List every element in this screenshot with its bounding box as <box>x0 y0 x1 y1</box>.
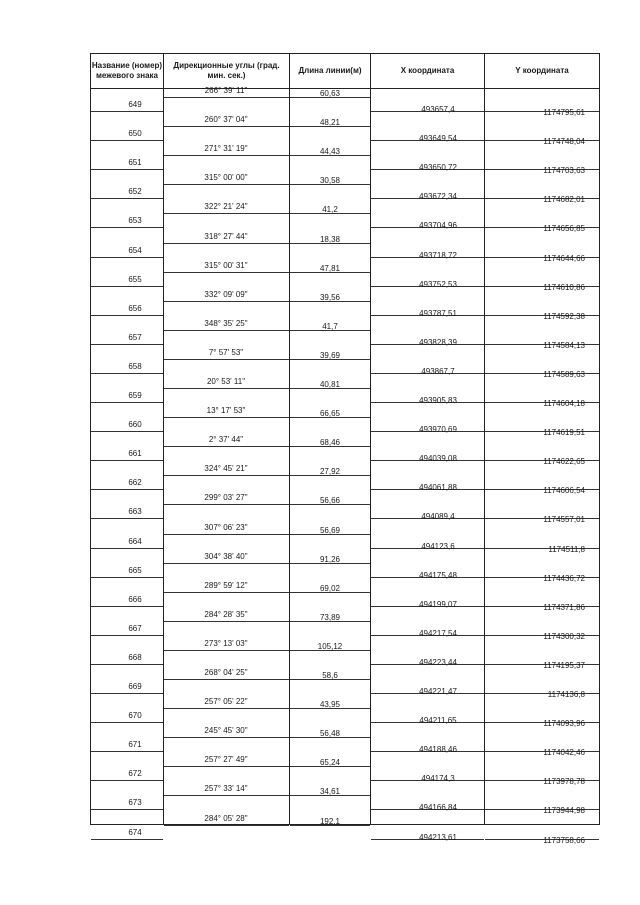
segment-angle: 20° 53' 11" <box>206 377 246 386</box>
marker-row-line <box>91 140 163 141</box>
segment-angle: 315° 00' 31" <box>204 260 248 270</box>
segment-length: 60,63 <box>319 89 341 98</box>
x-coordinate: 494089,4 <box>421 512 455 522</box>
x-coordinate: 494217,54 <box>419 628 457 638</box>
angle-row-line <box>164 592 289 593</box>
segment-angle: 348° 35' 25" <box>204 318 248 328</box>
x-coordinate: 493867,7 <box>421 366 455 376</box>
segment-angle: 318° 27' 44" <box>204 231 248 241</box>
segment-angle: 307° 06' 23" <box>204 522 248 532</box>
angle-row-line <box>164 825 289 826</box>
y-coordinate: 1174589,63 <box>543 369 585 379</box>
angle-row-line <box>164 446 289 447</box>
marker-row-line <box>91 780 163 781</box>
marker-label: 672 <box>128 769 142 779</box>
y-coordinate: 1174436,72 <box>543 573 585 583</box>
marker-label: 665 <box>128 565 142 575</box>
segment-length: 105,12 <box>317 641 343 651</box>
y-coordinate: 1173758,66 <box>543 835 585 845</box>
marker-label: 670 <box>128 711 142 721</box>
angle-row-line <box>164 563 289 564</box>
angle-row-line <box>164 504 289 505</box>
angle-row-line <box>164 243 289 244</box>
marker-label: 664 <box>128 536 142 546</box>
angle-row-line <box>164 126 289 127</box>
segment-length: 58,6 <box>322 671 338 680</box>
segment-length: 34,61 <box>319 787 341 797</box>
marker-label: 656 <box>128 303 142 313</box>
marker-row-line <box>91 693 163 694</box>
x-coordinate: 494199,07 <box>419 599 457 609</box>
segment-length: 192,1 <box>319 816 341 826</box>
angle-row-line <box>164 272 289 273</box>
header-x: X координата <box>400 66 455 75</box>
y-coordinate: 1174584,13 <box>543 340 585 350</box>
angle-row-line <box>164 184 289 185</box>
angle-row-line <box>164 301 289 302</box>
x-coordinate: 493828,39 <box>419 337 457 347</box>
marker-row-line <box>91 373 163 374</box>
segment-length: 44,43 <box>319 147 341 157</box>
header-y: Y координата <box>515 66 569 75</box>
segment-length: 39,56 <box>319 292 341 302</box>
segment-length: 39,69 <box>319 350 341 360</box>
y-coordinate: 1174371,86 <box>543 602 585 612</box>
y-coordinate: 1174644,66 <box>543 253 585 263</box>
header-name: Название (номер) межевого знака <box>91 61 163 80</box>
marker-row-line <box>91 111 163 112</box>
segment-length: 43,95 <box>319 700 341 710</box>
segment-angle: 13° 17' 53" <box>206 406 246 416</box>
y-coordinate: 1174619,51 <box>543 428 585 438</box>
x-coordinate: 494175,48 <box>419 570 457 580</box>
marker-row-line <box>91 839 163 840</box>
marker-label: 663 <box>128 507 142 517</box>
x-coordinate: 493787,51 <box>419 308 457 318</box>
y-coordinate: 1174604,18 <box>543 399 585 408</box>
x-coordinate: 494123,6 <box>421 541 455 551</box>
segment-angle: 271° 31' 19" <box>204 144 248 154</box>
segment-angle: 304° 38' 40" <box>204 551 248 561</box>
y-coordinate: 1174195,37 <box>543 660 585 670</box>
angle-row-line <box>164 766 289 767</box>
y-coordinate: 1174682,01 <box>543 195 585 205</box>
marker-label: 661 <box>128 449 142 459</box>
angle-row-line <box>164 737 289 738</box>
y-coordinate: 1174610,86 <box>543 282 585 292</box>
marker-label: 651 <box>128 158 142 168</box>
marker-label: 652 <box>128 187 142 197</box>
marker-row-line <box>91 315 163 316</box>
segment-length: 27,92 <box>319 467 341 477</box>
y-coordinate: 1173978,78 <box>543 777 585 787</box>
segment-angle: 7° 57' 53" <box>208 347 244 357</box>
x-coordinate: 494223,44 <box>419 657 457 667</box>
marker-label: 649 <box>128 100 142 109</box>
angle-row-line <box>164 388 289 389</box>
segment-angle: 332° 09' 09" <box>204 289 248 299</box>
marker-row-line <box>91 198 163 199</box>
angle-row-line <box>164 475 289 476</box>
segment-angle: 315° 00' 00" <box>204 173 248 183</box>
marker-label: 660 <box>128 420 142 430</box>
segment-angle: 284° 28' 35" <box>204 609 248 619</box>
marker-label: 650 <box>128 129 142 139</box>
segment-angle: 2° 37' 44" <box>208 435 244 445</box>
marker-row-line <box>91 809 163 810</box>
y-coordinate: 1174656,85 <box>543 224 585 234</box>
angle-row-line <box>164 708 289 709</box>
marker-row-line <box>91 257 163 258</box>
segment-angle: 322° 21' 24" <box>204 202 248 212</box>
y-coordinate: 1174511,8 <box>548 544 585 554</box>
marker-label: 671 <box>128 740 142 750</box>
marker-label: 667 <box>128 623 142 633</box>
marker-row-line <box>91 402 163 403</box>
marker-row-line <box>91 577 163 578</box>
marker-row-line <box>91 606 163 607</box>
x-coordinate: 494039,08 <box>419 454 457 464</box>
segment-angle: 245° 45' 30" <box>204 726 248 736</box>
marker-row-line <box>91 460 163 461</box>
marker-row-line <box>91 489 163 490</box>
segment-length: 30,58 <box>319 176 341 186</box>
y-coordinate: 1174300,32 <box>543 631 585 641</box>
x-coordinate: 493704,96 <box>419 221 457 231</box>
y-coordinate: 1174093,96 <box>543 719 585 729</box>
segment-length: 56,69 <box>319 525 341 535</box>
marker-row-line <box>91 169 163 170</box>
segment-length: 47,81 <box>319 263 341 273</box>
segment-length: 66,65 <box>319 409 341 419</box>
angle-row-line <box>164 155 289 156</box>
segment-length: 91,26 <box>319 554 341 564</box>
marker-label: 658 <box>128 361 142 371</box>
marker-row-line <box>91 344 163 345</box>
header-length: Длина линии(м) <box>298 66 362 75</box>
segment-angle: 284° 05' 28" <box>204 813 248 823</box>
x-coordinate: 493672,34 <box>419 192 457 202</box>
segment-length: 41,7 <box>322 321 338 331</box>
x-coordinate: 494221,47 <box>419 687 457 696</box>
segment-angle: 257° 27' 49" <box>204 755 248 765</box>
segment-length: 69,02 <box>319 583 341 593</box>
marker-row-line <box>91 548 163 549</box>
segment-length: 68,46 <box>319 438 341 448</box>
x-coordinate: 494213,61 <box>419 832 457 842</box>
marker-row-line <box>91 722 163 723</box>
marker-label: 655 <box>128 274 142 284</box>
marker-label: 659 <box>128 391 142 400</box>
angle-row-line <box>164 359 289 360</box>
header-angle: Дирекционные углы (град. мин. сек.) <box>173 61 280 80</box>
x-coordinate: 493657,4 <box>421 105 455 114</box>
y-coordinate: 1174136,8 <box>547 690 585 699</box>
segment-angle: 273° 13' 03" <box>204 638 248 648</box>
marker-label: 674 <box>128 827 142 837</box>
marker-label: 666 <box>128 594 142 604</box>
angle-row-line <box>164 534 289 535</box>
angle-row-line <box>164 213 289 214</box>
marker-row-line <box>91 751 163 752</box>
segment-angle: 268° 04' 25" <box>204 668 248 677</box>
marker-label: 653 <box>128 216 142 226</box>
segment-length: 65,24 <box>319 758 341 768</box>
segment-length: 40,81 <box>319 380 341 389</box>
y-coordinate: 1174042,46 <box>543 748 585 758</box>
segment-length: 48,21 <box>319 118 341 128</box>
x-coordinate: 494188,46 <box>419 745 457 755</box>
y-coordinate: 1174748,04 <box>543 137 585 147</box>
angle-row-line <box>164 97 289 98</box>
x-coordinate: 494061,88 <box>419 483 457 493</box>
y-coordinate: 1174622,65 <box>543 457 585 467</box>
segment-angle: 257° 05' 22" <box>204 697 248 707</box>
angle-row-line <box>164 650 289 651</box>
marker-label: 654 <box>128 245 142 255</box>
y-coordinate: 1174606,54 <box>543 486 585 496</box>
marker-row-line <box>91 286 163 287</box>
x-coordinate: 494166,84 <box>419 803 457 813</box>
segment-angle: 299° 03' 27" <box>204 493 248 503</box>
segment-angle: 260° 37' 04" <box>204 115 248 125</box>
segment-length: 56,48 <box>319 729 341 739</box>
marker-row-line <box>91 635 163 636</box>
x-coordinate: 493752,53 <box>419 279 457 289</box>
marker-row-line <box>91 227 163 228</box>
x-coordinate: 494174,3 <box>421 774 455 784</box>
segment-length: 41,2 <box>322 205 338 215</box>
x-coordinate: 493649,54 <box>419 134 457 144</box>
marker-row-line <box>91 518 163 519</box>
y-coordinate: 1174703,63 <box>543 166 585 176</box>
marker-label: 662 <box>128 478 142 488</box>
x-coordinate: 493970,69 <box>419 425 457 435</box>
marker-label: 657 <box>128 332 142 342</box>
segment-length: 18,38 <box>319 234 341 244</box>
y-coordinate: 1174795,61 <box>543 108 585 117</box>
segment-length: 73,89 <box>319 612 341 622</box>
y-coordinate: 1174592,38 <box>543 311 585 321</box>
segment-length: 56,66 <box>319 496 341 506</box>
segment-angle: 324° 45' 21" <box>204 464 248 474</box>
y-coordinate: 1174557,01 <box>543 515 585 525</box>
angle-row-line <box>164 417 289 418</box>
marker-row-line <box>91 664 163 665</box>
y-coordinate: 1173944,98 <box>543 806 585 816</box>
marker-label: 668 <box>128 652 142 662</box>
x-coordinate: 494211,65 <box>419 716 457 726</box>
marker-label: 669 <box>128 682 142 691</box>
angle-row-line <box>164 795 289 796</box>
segment-angle: 266° 39' 11" <box>204 86 248 95</box>
x-coordinate: 493905,83 <box>419 396 457 405</box>
segment-angle: 289° 59' 12" <box>204 580 248 590</box>
x-coordinate: 493718,72 <box>419 250 457 260</box>
segment-angle: 257° 33' 14" <box>204 784 248 794</box>
marker-label: 673 <box>128 798 142 808</box>
angle-row-line <box>164 330 289 331</box>
marker-row-line <box>91 431 163 432</box>
x-coordinate: 493650,72 <box>419 163 457 173</box>
angle-row-line <box>164 621 289 622</box>
angle-row-line <box>164 679 289 680</box>
